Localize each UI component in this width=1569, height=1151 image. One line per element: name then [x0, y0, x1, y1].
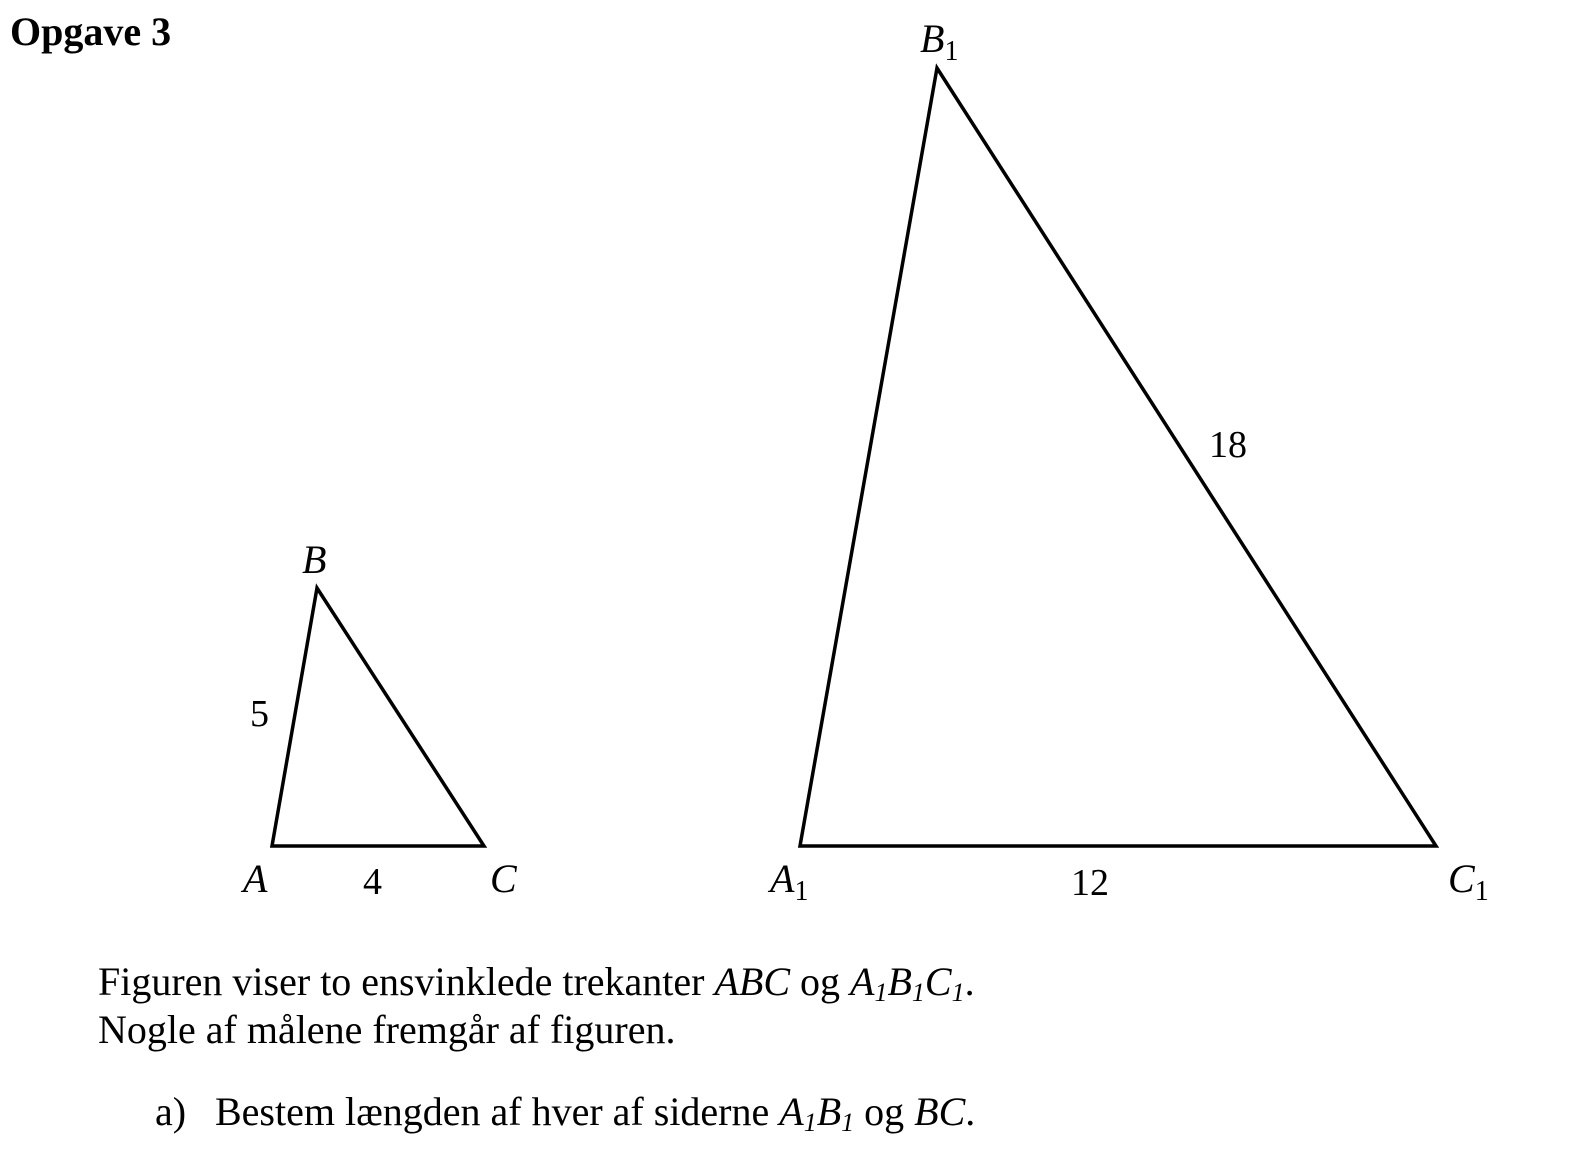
vertex-label-c: C: [490, 856, 517, 901]
side-length-ab: 5: [250, 693, 269, 735]
vertex-label-c1: $C_1$: [1448, 856, 1489, 907]
problem-description: [98, 958, 975, 1054]
description-line-1: Figuren viser to ensvinklede trekanter ABC og $A_1B_1C_1$.: [98, 959, 975, 1007]
side-length-ac: 4: [363, 861, 382, 903]
triangle-abc: [272, 588, 484, 846]
triangle-a1b1c1: [800, 68, 1436, 846]
vertex-label-a1: $A_1$: [770, 856, 809, 907]
question-a: a) Bestem længden af hver af siderne $A_1B_1$ og BC.: [155, 1089, 976, 1137]
vertex-label-b1: $B_1$: [920, 16, 959, 67]
side-length-b1c1: 18: [1209, 424, 1247, 466]
vertex-label-b: B: [302, 537, 327, 582]
page-title: Opgave 3: [10, 9, 172, 54]
question-letter: a): [155, 1089, 187, 1134]
vertex-label-a: A: [243, 856, 268, 901]
side-length-a1c1: 12: [1071, 862, 1109, 904]
description-line-2: Nogle af målene fremgår af figuren.: [98, 1007, 676, 1052]
